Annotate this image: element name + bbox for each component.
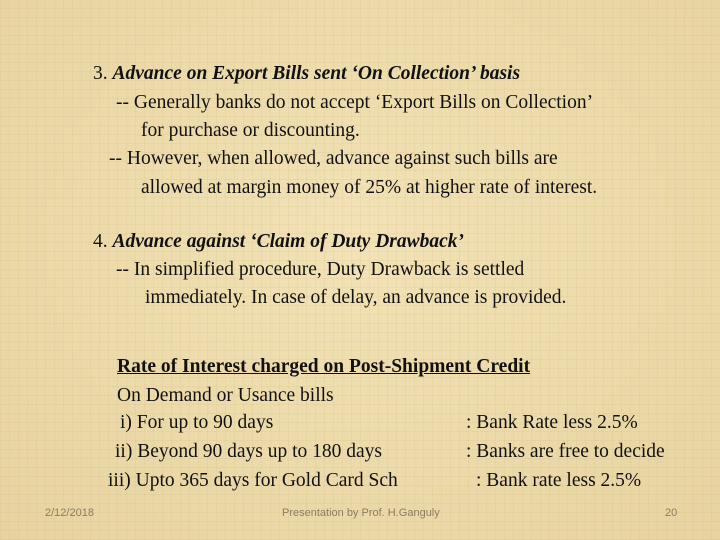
section-4-line-2: immediately. In case of delay, an advance is provided. — [145, 287, 567, 308]
section-4-line-1: -- In simplified procedure, Duty Drawback is settled — [116, 259, 525, 280]
section-3-line-1: -- Generally banks do not accept ‘Export Bills on Collection’ — [116, 92, 594, 113]
section-4-number: 4. — [93, 231, 108, 252]
section-3-line-4: allowed at margin money of 25% at higher rate of interest. — [141, 177, 598, 198]
rate-item-1-value: : Bank Rate less 2.5% — [466, 412, 638, 433]
section-3-line-2: for purchase or discounting. — [141, 120, 360, 141]
section-3-heading — [93, 62, 520, 86]
rate-item-3-label: iii) Upto 365 days for Gold Card Sch — [108, 470, 398, 491]
rate-item-1-label: i) For up to 90 days — [120, 412, 274, 433]
section-3-line-3: -- However, when allowed, advance against such bills are — [109, 148, 558, 169]
footer-date: 2/12/2018 — [45, 507, 94, 519]
rates-subtitle: On Demand or Usance bills — [117, 385, 334, 406]
section-4-heading — [93, 230, 464, 254]
footer-page-number: 20 — [665, 507, 678, 519]
rate-item-2-value: : Banks are free to decide — [466, 441, 665, 462]
rate-item-3-value: : Bank rate less 2.5% — [476, 470, 642, 491]
rates-title: Rate of Interest charged on Post-Shipment Credit — [117, 356, 531, 377]
footer-presenter: Presentation by Prof. H.Ganguly — [282, 507, 440, 519]
rate-item-2-label: ii) Beyond 90 days up to 180 days — [115, 441, 383, 462]
section-3-number: 3. — [93, 63, 108, 84]
section-4-title: Advance against ‘Claim of Duty Drawback’ — [112, 231, 465, 252]
section-3-title: Advance on Export Bills sent ‘On Collection’ basis — [112, 63, 521, 84]
